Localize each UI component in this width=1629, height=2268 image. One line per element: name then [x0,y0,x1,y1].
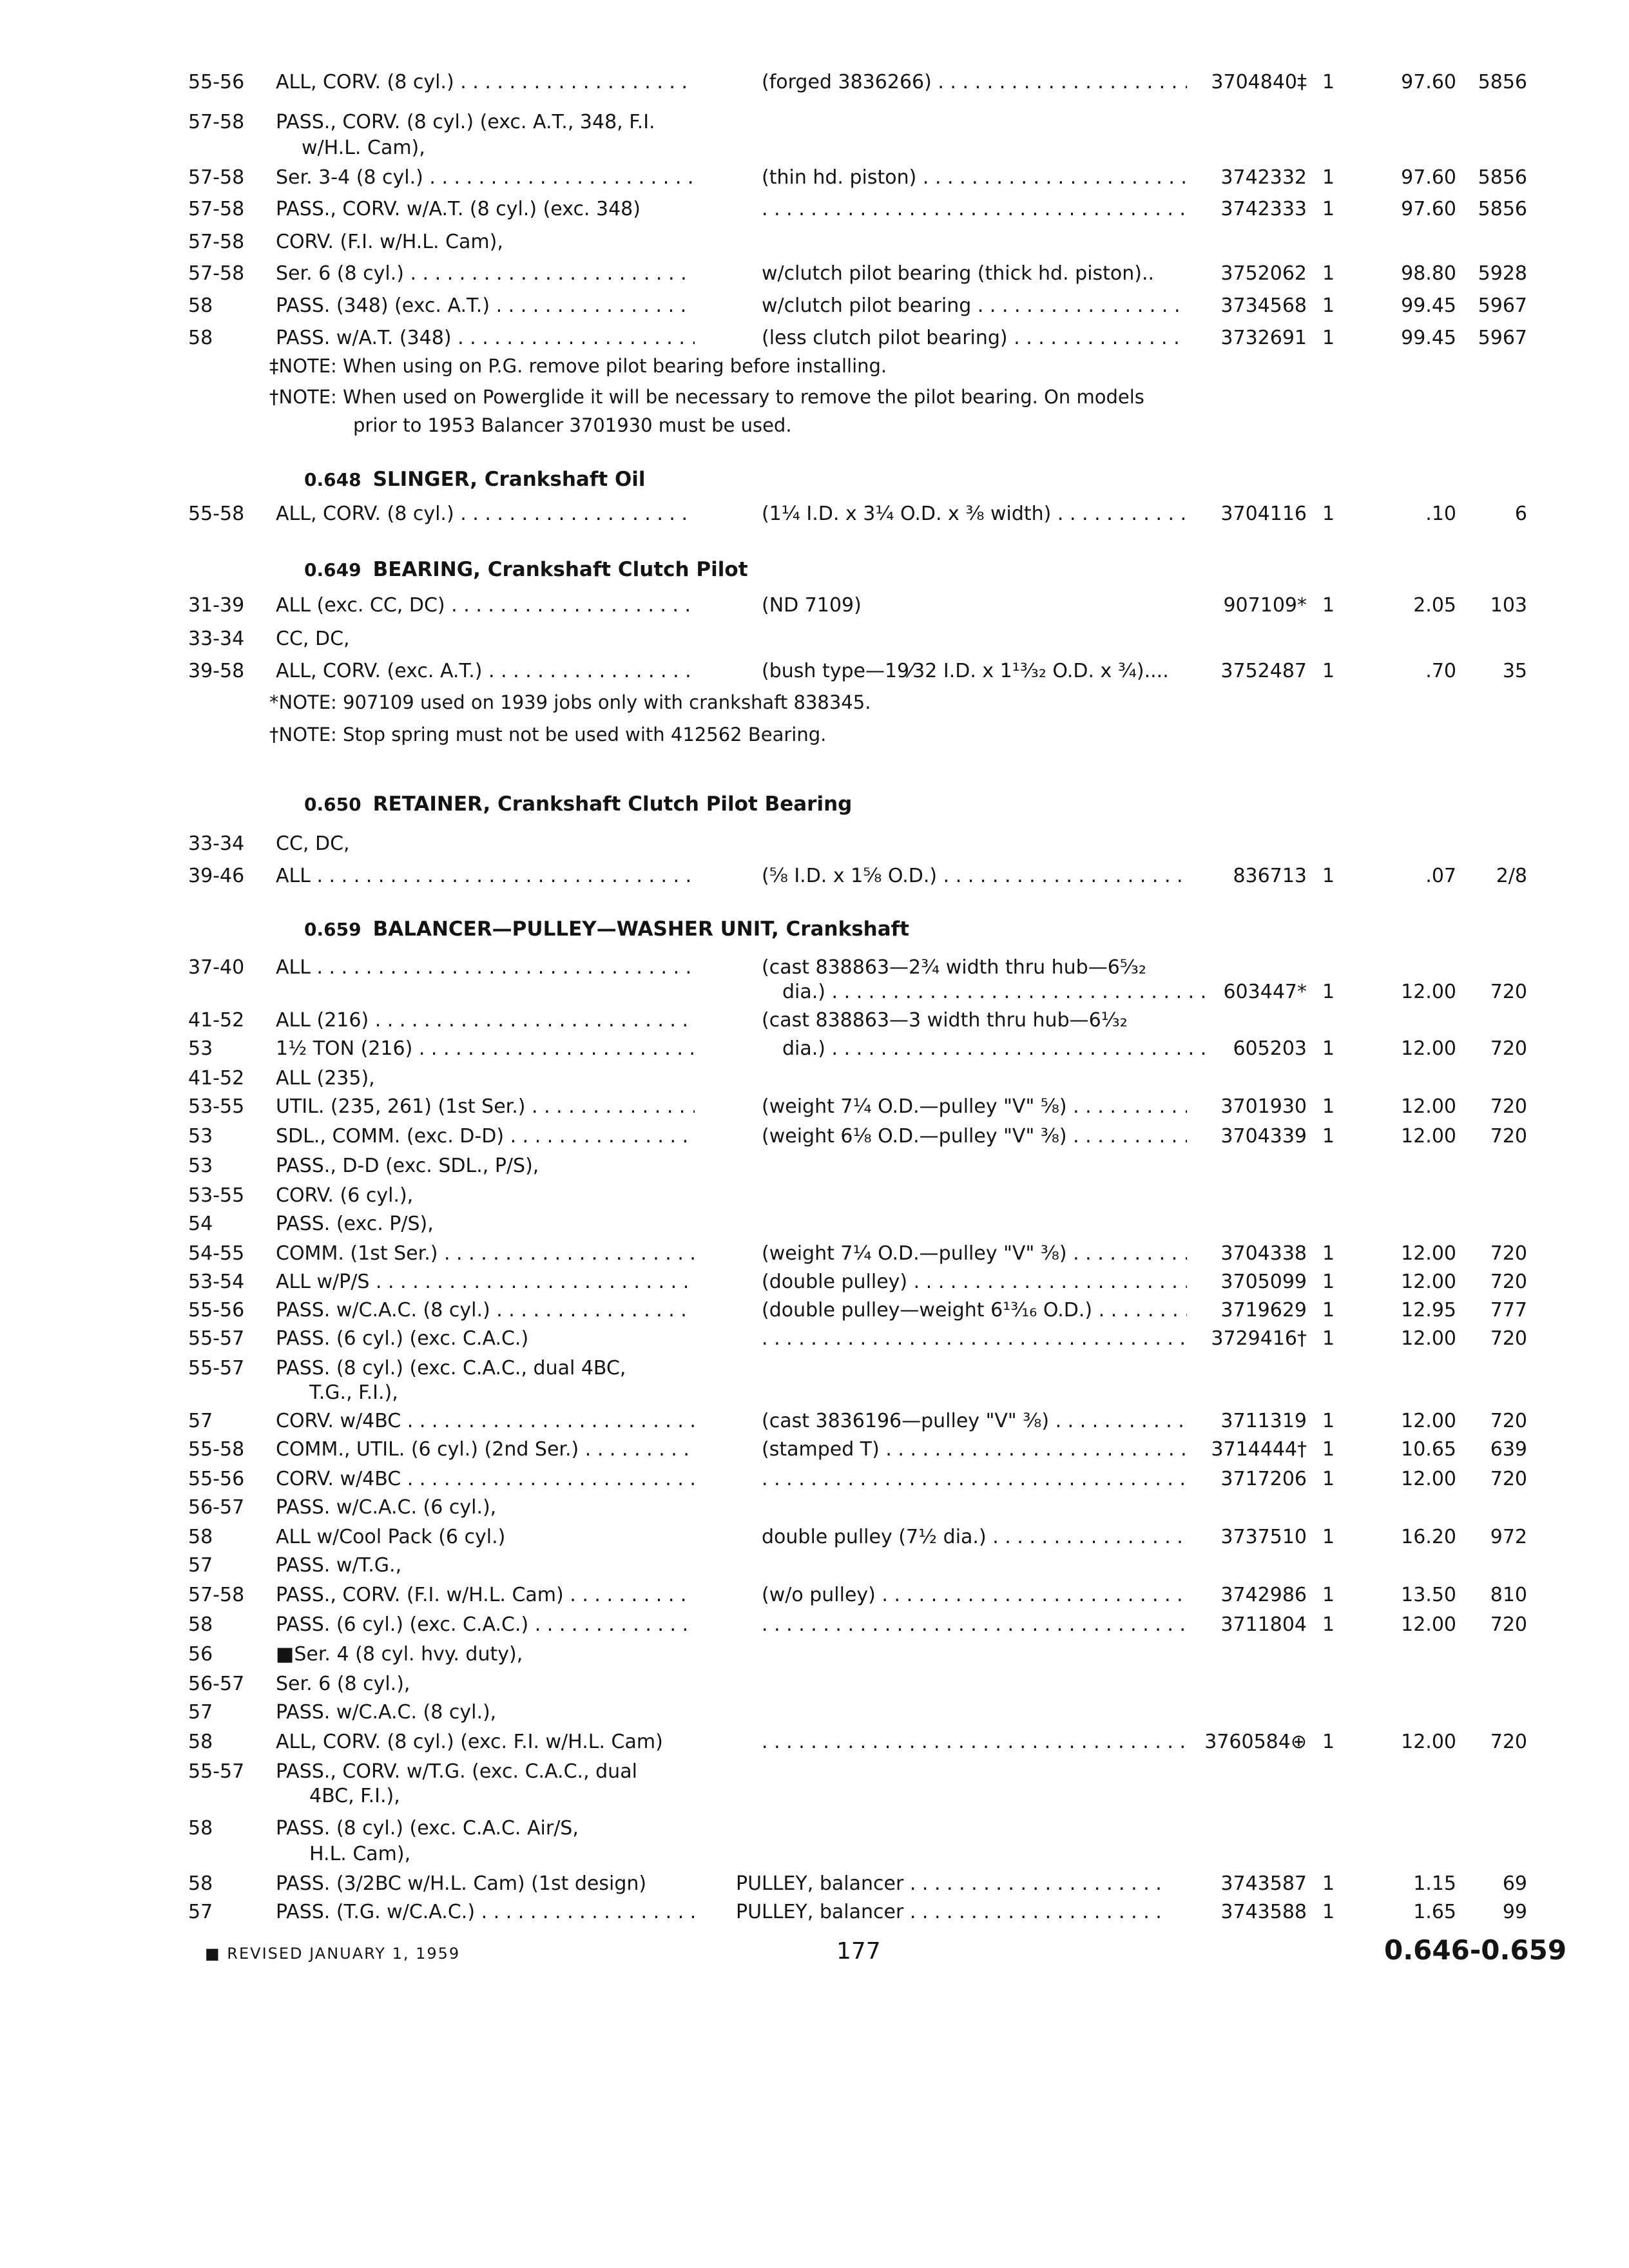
net-price: 720 [1490,1271,1527,1293]
group-number: 0.650 [304,794,361,815]
part-row [0,1816,1629,1841]
model-years: 55-58 [188,503,245,525]
application: PASS. (exc. P/S), [276,1213,434,1235]
remarks: (cast 838863—2¾ width thru hub—6⁵⁄₃₂ [762,956,1146,979]
part-row [0,1241,1629,1267]
application: PASS. w/C.A.C. (8 cyl.), [276,1701,497,1724]
application: ALL . . . [276,863,695,889]
part-number: 3704338 [1220,1242,1307,1265]
model-years: 55-56 [188,1468,245,1490]
footnote: †NOTE: Stop spring must not be used with 412562 Bearing. [269,724,827,745]
remarks: (ND 7109) [762,594,862,617]
quantity: 1 [1322,1271,1335,1293]
application: PASS. (T.G. w/C.A.C.) . . . [276,1899,695,1925]
part-number: 3717206 [1220,1468,1307,1490]
remarks: (double pulley—weight 6¹³⁄₁₆ O.D.) . . . [762,1298,1187,1323]
list-price: 12.00 [1401,1468,1456,1490]
remarks: w/clutch pilot bearing . . . [762,293,1187,319]
part-row [0,1553,1629,1579]
part-row [0,501,1629,527]
part-number: 3742333 [1220,198,1307,220]
remarks [762,197,1187,222]
remarks [762,1326,1187,1352]
remarks: (bush type—19⁄32 I.D. x 1¹³⁄₃₂ O.D. x ¾).... [762,660,1169,682]
list-price: 12.95 [1401,1299,1456,1321]
net-price: 5856 [1478,198,1527,220]
part-row [0,1671,1629,1697]
part-row [0,1211,1629,1237]
part-row [0,293,1629,319]
remarks: (cast 3836196—pulley "V" ⅜) . . . [762,1408,1187,1434]
model-years: 53-55 [188,1095,245,1118]
quantity: 1 [1322,1901,1335,1923]
remarks: PULLEY, balancer . . . [736,1899,1161,1925]
net-price: 720 [1490,981,1527,1003]
part-row [0,1729,1629,1755]
application: CORV. w/4BC . . . [276,1466,695,1492]
model-years: 53 [188,1125,213,1148]
net-price: 5928 [1478,262,1527,285]
remarks: (weight 7¼ O.D.—pulley "V" ⅜) . . . [762,1241,1187,1267]
remarks: w/clutch pilot bearing (thick hd. piston).. [762,262,1155,285]
part-number: 3719629 [1220,1299,1307,1321]
model-years: 56 [188,1643,213,1666]
model-years: 53 [188,1037,213,1060]
part-row [0,1298,1629,1323]
quantity: 1 [1322,198,1335,220]
application: H.L. Cam), [309,1843,411,1865]
part-number: 3737510 [1220,1526,1307,1548]
list-price: 1.15 [1413,1872,1456,1895]
model-years: 55-57 [188,1357,245,1379]
list-price: 99.45 [1401,327,1456,349]
net-price: 69 [1502,1872,1527,1895]
part-row [0,626,1629,652]
list-price: 13.50 [1401,1584,1456,1606]
part-row [0,1466,1629,1492]
model-years: 55-58 [188,1438,245,1461]
quantity: 1 [1322,1584,1335,1606]
application: 1½ TON (216) . . . [276,1036,695,1062]
quantity: 1 [1322,294,1335,317]
part-row [0,1871,1629,1897]
part-row [0,1495,1629,1521]
quantity: 1 [1322,166,1335,189]
application: SDL., COMM. (exc. D-D) . . . [276,1124,695,1149]
model-years: 41-52 [188,1009,245,1032]
net-price: 639 [1490,1438,1527,1461]
part-number: 3704840‡ [1211,71,1307,93]
remarks: dia.) . . . [782,1036,1208,1062]
quantity: 1 [1322,1095,1335,1118]
model-years: 58 [188,327,213,349]
section-heading [304,915,909,943]
application: ALL (235), [276,1067,375,1090]
quantity: 1 [1322,1872,1335,1895]
list-price: 12.00 [1401,1271,1456,1293]
part-row [0,593,1629,619]
part-number: 3704339 [1220,1125,1307,1148]
application: PASS. (8 cyl.) (exc. C.A.C. Air/S, [276,1817,579,1840]
application: w/H.L. Cam), [302,137,425,159]
part-number: 3729416† [1211,1327,1307,1350]
list-price: 16.20 [1401,1526,1456,1548]
list-price: 12.00 [1401,1327,1456,1350]
application: Ser. 3-4 (8 cyl.) . . . [276,165,695,191]
remarks: double pulley (7½ dia.) . . . [762,1524,1187,1550]
part-row [0,658,1629,684]
part-row [0,197,1629,222]
part-row [0,863,1629,889]
model-years: 54-55 [188,1242,245,1265]
part-row [0,1582,1629,1608]
net-price: 720 [1490,1242,1527,1265]
part-row [0,261,1629,287]
application: PASS. (8 cyl.) (exc. C.A.C., dual 4BC, [276,1357,626,1379]
part-number: 3752487 [1220,660,1307,682]
remarks [762,1466,1187,1492]
quantity: 1 [1322,1125,1335,1148]
model-years: 53-55 [188,1184,245,1207]
part-number: 3742986 [1220,1584,1307,1606]
model-years: 54 [188,1213,213,1235]
list-price: .10 [1425,503,1456,525]
net-price: 720 [1490,1613,1527,1636]
quantity: 1 [1322,503,1335,525]
part-number: 3743588 [1220,1901,1307,1923]
net-price: 99 [1502,1901,1527,1923]
part-row [0,1841,1629,1867]
application: PASS. w/T.G., [276,1554,402,1577]
application: PASS., D-D (exc. SDL., P/S), [276,1155,539,1177]
application: CORV. (6 cyl.), [276,1184,414,1207]
application: CC, DC, [276,832,350,855]
list-price: 10.65 [1401,1438,1456,1461]
remarks: (weight 7¼ O.D.—pulley "V" ⅝) . . . [762,1094,1187,1120]
remarks [762,1612,1187,1638]
quantity: 1 [1322,1438,1335,1461]
quantity: 1 [1322,1299,1335,1321]
part-row [0,325,1629,351]
application: PASS. (348) (exc. A.T.) . . . [276,293,695,319]
application: PASS., CORV. (F.I. w/H.L. Cam) . . . [276,1582,695,1608]
quantity: 1 [1322,1410,1335,1432]
net-price: 777 [1490,1299,1527,1321]
list-price: .70 [1425,660,1456,682]
footnote: †NOTE: When used on Powerglide it will be necessary to remove the pilot bearing. On models [269,386,1144,408]
part-number: 3714444† [1211,1438,1307,1461]
part-row [0,1612,1629,1638]
net-price: 5856 [1478,71,1527,93]
part-row [0,135,1629,161]
application: ■Ser. 4 (8 cyl. hvy. duty), [276,1643,523,1666]
remarks: PULLEY, balancer . . . [736,1871,1161,1897]
footnote: *NOTE: 907109 used on 1939 jobs only with crankshaft 838345. [269,691,871,713]
quantity: 1 [1322,865,1335,887]
application: CORV. (F.I. w/H.L. Cam), [276,231,503,253]
net-price: 5967 [1478,327,1527,349]
part-number: 3704116 [1220,503,1307,525]
application: ALL . . . [276,955,695,981]
part-row [0,1783,1629,1809]
remarks: (double pulley) . . . [762,1269,1187,1295]
part-row [0,1269,1629,1295]
list-price: 12.00 [1401,981,1456,1003]
application: ALL, CORV. (8 cyl.) (exc. F.I. w/H.L. Cam) [276,1731,663,1753]
application: CC, DC, [276,628,350,650]
net-price: 2/8 [1496,865,1527,887]
list-price: 1.65 [1413,1901,1456,1923]
part-number: 3734568 [1220,294,1307,317]
quantity: 1 [1322,1468,1335,1490]
remarks: (1¼ I.D. x 3¼ O.D. x ⅜ width) . . . [762,501,1187,527]
net-price: 6 [1514,503,1527,525]
model-years: 57-58 [188,262,245,285]
part-row [0,831,1629,857]
application: PASS. (3/2BC w/H.L. Cam) (1st design) [276,1872,647,1895]
model-years: 41-52 [188,1067,245,1090]
net-price: 972 [1490,1526,1527,1548]
model-years: 55-57 [188,1327,245,1350]
model-years: 55-56 [188,1299,245,1321]
group-number: 0.648 [304,469,361,490]
net-price: 103 [1490,594,1527,617]
model-years: 31-39 [188,594,245,617]
model-years: 55-56 [188,71,245,93]
net-price: 5967 [1478,294,1527,317]
part-row [0,1066,1629,1091]
quantity: 1 [1322,262,1335,285]
part-row [0,1124,1629,1149]
quantity: 1 [1322,1327,1335,1350]
section-heading [304,555,748,584]
application: 4BC, F.I.), [309,1785,400,1807]
part-number: 3705099 [1220,1271,1307,1293]
list-price: 12.00 [1401,1125,1456,1148]
remarks: (weight 6⅛ O.D.—pulley "V" ⅜) . . . [762,1124,1187,1149]
application: ALL (216) . . . [276,1008,695,1033]
model-years: 58 [188,1872,213,1895]
footnote: prior to 1953 Balancer 3701930 must be used. [353,414,792,436]
part-row [0,110,1629,135]
quantity: 1 [1322,594,1335,617]
model-years: 58 [188,1817,213,1840]
application: ALL (exc. CC, DC) . . . [276,593,695,619]
part-row [0,1153,1629,1179]
quantity: 1 [1322,1526,1335,1548]
net-price: 35 [1502,660,1527,682]
application: COMM. (1st Ser.) . . . [276,1241,695,1267]
model-years: 56-57 [188,1496,245,1519]
quantity: 1 [1322,71,1335,93]
application: T.G., F.I.), [309,1381,398,1404]
model-years: 58 [188,1526,213,1548]
section-title: RETAINER, Crankshaft Clutch Pilot Bearing [372,793,853,816]
group-range: 0.646-0.659 [1384,1934,1567,1966]
model-years: 53 [188,1155,213,1177]
application: PASS. w/A.T. (348) . . . [276,325,695,351]
remarks: (forged 3836266) . . . [762,70,1187,95]
application: PASS., CORV. w/T.G. (exc. C.A.C., dual [276,1760,637,1783]
remarks: dia.) . . . [782,979,1208,1005]
remarks [762,1729,1187,1755]
quantity: 1 [1322,327,1335,349]
application: Ser. 6 (8 cyl.), [276,1673,410,1695]
section-title: BALANCER—PULLEY—WASHER UNIT, Crankshaft [372,918,909,941]
model-years: 33-34 [188,628,245,650]
net-price: 720 [1490,1468,1527,1490]
quantity: 1 [1322,1037,1335,1060]
application: UTIL. (235, 261) (1st Ser.) . . . [276,1094,695,1120]
model-years: 57-58 [188,1584,245,1606]
part-number: 605203 [1233,1037,1307,1060]
section-title: SLINGER, Crankshaft Oil [372,468,646,491]
quantity: 1 [1322,981,1335,1003]
part-number: 3711319 [1220,1410,1307,1432]
net-price: 720 [1490,1125,1527,1148]
list-price: 12.00 [1401,1613,1456,1636]
part-number: 3701930 [1220,1095,1307,1118]
net-price: 720 [1490,1327,1527,1350]
part-row [0,1183,1629,1209]
model-years: 58 [188,1731,213,1753]
section-title: BEARING, Crankshaft Clutch Pilot [372,558,748,581]
net-price: 720 [1490,1410,1527,1432]
list-price: 12.00 [1401,1037,1456,1060]
part-number: 3742332 [1220,166,1307,189]
part-row [0,1437,1629,1463]
application: PASS. (6 cyl.) (exc. C.A.C.) [276,1327,529,1350]
model-years: 37-40 [188,956,245,979]
list-price: 12.00 [1401,1410,1456,1432]
remarks: (less clutch pilot bearing) . . . [762,325,1187,351]
application: ALL w/Cool Pack (6 cyl.) [276,1526,506,1548]
application: ALL, CORV. (8 cyl.) . . . [276,501,695,527]
model-years: 53-54 [188,1271,245,1293]
model-years: 55-57 [188,1760,245,1783]
part-number: 836713 [1233,865,1307,887]
model-years: 39-46 [188,865,245,887]
section-heading [304,465,646,494]
application: ALL, CORV. (8 cyl.) . . . [276,70,695,95]
model-years: 57-58 [188,111,245,133]
quantity: 1 [1322,1613,1335,1636]
application: PASS. w/C.A.C. (6 cyl.), [276,1496,497,1519]
net-price: 720 [1490,1037,1527,1060]
model-years: 57 [188,1554,213,1577]
revision-note: ■ REVISED JANUARY 1, 1959 [205,1945,461,1963]
application: CORV. w/4BC . . . [276,1408,695,1434]
part-number: 907109* [1223,594,1307,617]
list-price: 97.60 [1401,198,1456,220]
model-years: 56-57 [188,1673,245,1695]
application: PASS., CORV. (8 cyl.) (exc. A.T., 348, F.I. [276,111,655,133]
part-row [0,70,1629,95]
page-number: 177 [836,1938,881,1965]
part-row [0,955,1629,981]
part-row [0,1008,1629,1033]
part-row [0,229,1629,255]
remarks: (stamped T) . . . [762,1437,1187,1463]
part-row [0,979,1629,1005]
part-number: 603447* [1223,981,1307,1003]
application: PASS. w/C.A.C. (8 cyl.) . . . [276,1298,695,1323]
model-years: 58 [188,294,213,317]
section-heading [304,790,852,818]
model-years: 57-58 [188,231,245,253]
list-price: 12.00 [1401,1731,1456,1753]
quantity: 1 [1322,660,1335,682]
quantity: 1 [1322,1242,1335,1265]
list-price: 12.00 [1401,1095,1456,1118]
list-price: 12.00 [1401,1242,1456,1265]
part-row [0,1356,1629,1381]
list-price: 99.45 [1401,294,1456,317]
part-row [0,1380,1629,1406]
net-price: 5856 [1478,166,1527,189]
part-number: 3732691 [1220,327,1307,349]
part-number: 3743587 [1220,1872,1307,1895]
part-number: 3711804 [1220,1613,1307,1636]
model-years: 57-58 [188,166,245,189]
part-number: 3760584⊕ [1204,1731,1307,1753]
list-price: 97.60 [1401,71,1456,93]
model-years: 57 [188,1410,213,1432]
application: PASS. (6 cyl.) (exc. C.A.C.) . . . [276,1612,695,1638]
model-years: 58 [188,1613,213,1636]
application: ALL, CORV. (exc. A.T.) . . . [276,658,695,684]
part-row [0,1094,1629,1120]
list-price: .07 [1425,865,1456,887]
part-row [0,1899,1629,1925]
net-price: 720 [1490,1095,1527,1118]
list-price: 97.60 [1401,166,1456,189]
part-row [0,1326,1629,1352]
application: ALL w/P/S . . . [276,1269,695,1295]
remarks: (⅝ I.D. x 1⅝ O.D.) . . . [762,863,1187,889]
model-years: 57 [188,1701,213,1724]
model-years: 57 [188,1901,213,1923]
model-years: 33-34 [188,832,245,855]
part-row [0,1700,1629,1725]
part-number: 3752062 [1220,262,1307,285]
list-price: 98.80 [1401,262,1456,285]
model-years: 57-58 [188,198,245,220]
part-row [0,1642,1629,1667]
quantity: 1 [1322,1731,1335,1753]
group-number: 0.649 [304,559,361,581]
net-price: 810 [1490,1584,1527,1606]
application: Ser. 6 (8 cyl.) . . . [276,261,695,287]
net-price: 720 [1490,1731,1527,1753]
part-row [0,1759,1629,1785]
part-row [0,165,1629,191]
list-price: 2.05 [1413,594,1456,617]
part-row [0,1408,1629,1434]
footnote: ‡NOTE: When using on P.G. remove pilot bearing before installing. [269,355,887,377]
model-years: 39-58 [188,660,245,682]
part-row [0,1524,1629,1550]
remarks: (cast 838863—3 width thru hub—6¹⁄₃₂ [762,1009,1128,1032]
application: PASS., CORV. w/A.T. (8 cyl.) (exc. 348) [276,198,641,220]
remarks: (w/o pulley) . . . [762,1582,1187,1608]
group-number: 0.659 [304,919,361,940]
remarks: (thin hd. piston) . . . [762,165,1187,191]
application: COMM., UTIL. (6 cyl.) (2nd Ser.) . . . [276,1437,695,1463]
part-row [0,1036,1629,1062]
